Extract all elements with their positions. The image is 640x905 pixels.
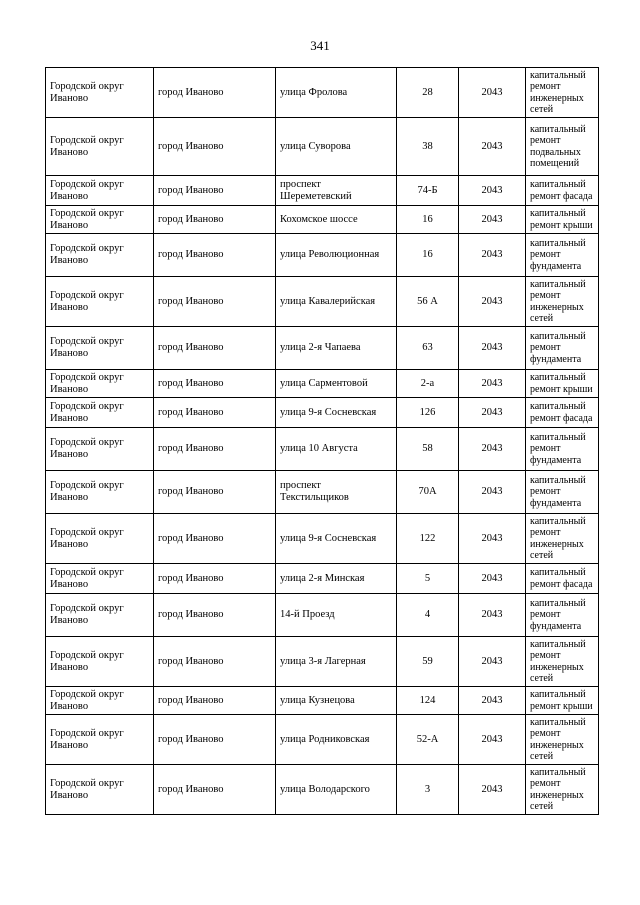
table-row <box>46 68 599 118</box>
district-cell: Городской округ Иваново <box>46 327 154 370</box>
year-cell: 2043 <box>459 471 526 514</box>
page-number: 341 <box>310 38 330 53</box>
year-cell: 2043 <box>459 687 526 715</box>
year-cell: 2043 <box>459 594 526 637</box>
house-number-cell: 74-Б <box>397 176 459 206</box>
city-cell: город Иваново <box>154 176 276 206</box>
house-number-cell: 70А <box>397 471 459 514</box>
house-number-cell: 3 <box>397 765 459 815</box>
city-cell: город Иваново <box>154 68 276 118</box>
year-cell: 2043 <box>459 176 526 206</box>
city-cell: город Иваново <box>154 765 276 815</box>
district-cell: Городской округ Иваново <box>46 176 154 206</box>
work-type-cell: капитальный ремонт фасада <box>526 176 599 206</box>
city-cell: город Иваново <box>154 234 276 277</box>
district-cell: Городской округ Иваново <box>46 564 154 594</box>
work-type-cell: капитальный ремонт подвальных помещений <box>526 118 599 176</box>
work-type-cell: капитальный ремонт фундамента <box>526 234 599 277</box>
city-cell: город Иваново <box>154 637 276 687</box>
city-cell: город Иваново <box>154 398 276 428</box>
year-cell: 2043 <box>459 118 526 176</box>
street-cell: улица 2-я Чапаева <box>276 327 397 370</box>
work-type-cell: капитальный ремонт фундамента <box>526 428 599 471</box>
city-cell: город Иваново <box>154 687 276 715</box>
house-number-cell: 28 <box>397 68 459 118</box>
house-number-cell: 16 <box>397 234 459 277</box>
work-type-cell: капитальный ремонт фасада <box>526 398 599 428</box>
year-cell: 2043 <box>459 234 526 277</box>
year-cell: 2043 <box>459 428 526 471</box>
repair-register-table <box>45 67 599 815</box>
table-row <box>46 398 599 428</box>
house-number-cell: 58 <box>397 428 459 471</box>
street-cell: улица 3-я Лагерная <box>276 637 397 687</box>
district-cell: Городской округ Иваново <box>46 68 154 118</box>
table-row <box>46 564 599 594</box>
street-cell: улица Сарментовой <box>276 370 397 398</box>
table-row <box>46 277 599 327</box>
street-cell: улица 9-я Сосневская <box>276 514 397 564</box>
house-number-cell: 2-а <box>397 370 459 398</box>
table-row <box>46 637 599 687</box>
street-cell: улица Революционная <box>276 234 397 277</box>
work-type-cell: капитальный ремонт фасада <box>526 564 599 594</box>
street-cell: улица Кавалерийская <box>276 277 397 327</box>
work-type-cell: капитальный ремонт инженерных сетей <box>526 715 599 765</box>
table-row <box>46 176 599 206</box>
work-type-cell: капитальный ремонт инженерных сетей <box>526 277 599 327</box>
house-number-cell: 56 А <box>397 277 459 327</box>
year-cell: 2043 <box>459 564 526 594</box>
table-row <box>46 715 599 765</box>
street-cell: проспект Шереметевский <box>276 176 397 206</box>
street-cell: улица Володарского <box>276 765 397 815</box>
city-cell: город Иваново <box>154 471 276 514</box>
house-number-cell: 124 <box>397 687 459 715</box>
year-cell: 2043 <box>459 715 526 765</box>
street-cell: 14-й Проезд <box>276 594 397 637</box>
district-cell: Городской округ Иваново <box>46 398 154 428</box>
table-row <box>46 687 599 715</box>
house-number-cell: 122 <box>397 514 459 564</box>
district-cell: Городской округ Иваново <box>46 206 154 234</box>
work-type-cell: капитальный ремонт инженерных сетей <box>526 637 599 687</box>
house-number-cell: 5 <box>397 564 459 594</box>
table-row <box>46 428 599 471</box>
work-type-cell: капитальный ремонт инженерных сетей <box>526 765 599 815</box>
street-cell: проспект Текстильщиков <box>276 471 397 514</box>
house-number-cell: 16 <box>397 206 459 234</box>
work-type-cell: капитальный ремонт инженерных сетей <box>526 514 599 564</box>
year-cell: 2043 <box>459 637 526 687</box>
district-cell: Городской округ Иваново <box>46 687 154 715</box>
street-cell: улица 2-я Минская <box>276 564 397 594</box>
district-cell: Городской округ Иваново <box>46 637 154 687</box>
city-cell: город Иваново <box>154 428 276 471</box>
city-cell: город Иваново <box>154 564 276 594</box>
city-cell: город Иваново <box>154 715 276 765</box>
year-cell: 2043 <box>459 68 526 118</box>
district-cell: Городской округ Иваново <box>46 514 154 564</box>
year-cell: 2043 <box>459 206 526 234</box>
city-cell: город Иваново <box>154 514 276 564</box>
district-cell: Городской округ Иваново <box>46 471 154 514</box>
street-cell: улица 10 Августа <box>276 428 397 471</box>
street-cell: улица Суворова <box>276 118 397 176</box>
street-cell: улица Фролова <box>276 68 397 118</box>
house-number-cell: 52-А <box>397 715 459 765</box>
table-row <box>46 234 599 277</box>
work-type-cell: капитальный ремонт фундамента <box>526 327 599 370</box>
table-row <box>46 594 599 637</box>
work-type-cell: капитальный ремонт инженерных сетей <box>526 68 599 118</box>
year-cell: 2043 <box>459 277 526 327</box>
house-number-cell: 38 <box>397 118 459 176</box>
district-cell: Городской округ Иваново <box>46 234 154 277</box>
street-cell: улица Родниковская <box>276 715 397 765</box>
table-row <box>46 370 599 398</box>
table-row <box>46 327 599 370</box>
house-number-cell: 4 <box>397 594 459 637</box>
year-cell: 2043 <box>459 398 526 428</box>
city-cell: город Иваново <box>154 370 276 398</box>
work-type-cell: капитальный ремонт фундамента <box>526 471 599 514</box>
work-type-cell: капитальный ремонт фундамента <box>526 594 599 637</box>
city-cell: город Иваново <box>154 594 276 637</box>
year-cell: 2043 <box>459 765 526 815</box>
district-cell: Городской округ Иваново <box>46 277 154 327</box>
street-cell: улица 9-я Сосневская <box>276 398 397 428</box>
street-cell: улица Кузнецова <box>276 687 397 715</box>
work-type-cell: капитальный ремонт крыши <box>526 206 599 234</box>
city-cell: город Иваново <box>154 327 276 370</box>
city-cell: город Иваново <box>154 118 276 176</box>
house-number-cell: 59 <box>397 637 459 687</box>
district-cell: Городской округ Иваново <box>46 370 154 398</box>
street-cell: Кохомское шоссе <box>276 206 397 234</box>
district-cell: Городской округ Иваново <box>46 428 154 471</box>
house-number-cell: 63 <box>397 327 459 370</box>
year-cell: 2043 <box>459 370 526 398</box>
year-cell: 2043 <box>459 514 526 564</box>
table-row <box>46 514 599 564</box>
work-type-cell: капитальный ремонт крыши <box>526 687 599 715</box>
city-cell: город Иваново <box>154 206 276 234</box>
district-cell: Городской округ Иваново <box>46 594 154 637</box>
district-cell: Городской округ Иваново <box>46 765 154 815</box>
table-row <box>46 206 599 234</box>
district-cell: Городской округ Иваново <box>46 715 154 765</box>
work-type-cell: капитальный ремонт крыши <box>526 370 599 398</box>
table-row <box>46 471 599 514</box>
city-cell: город Иваново <box>154 277 276 327</box>
district-cell: Городской округ Иваново <box>46 118 154 176</box>
table-row <box>46 118 599 176</box>
year-cell: 2043 <box>459 327 526 370</box>
table-row <box>46 765 599 815</box>
house-number-cell: 126 <box>397 398 459 428</box>
